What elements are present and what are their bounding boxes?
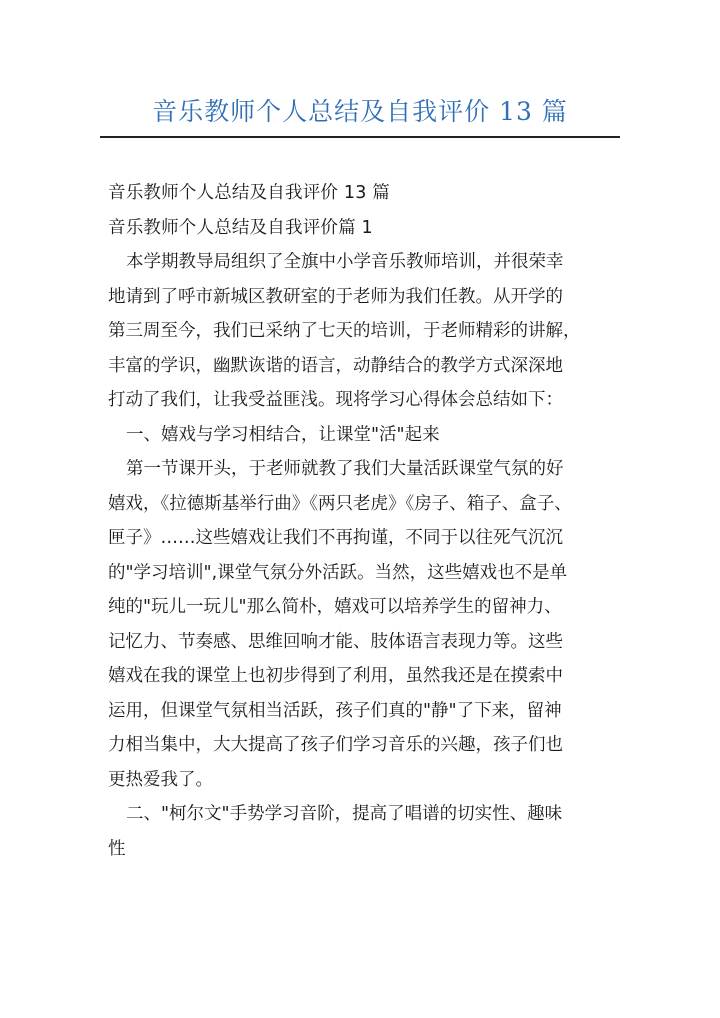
paragraph-line: 的"学习培训",课堂气氛分外活跃。当然，这些嬉戏也不是单 (108, 562, 568, 583)
paragraph-line: 更热爱我了。 (108, 769, 213, 790)
paragraph-line: 力相当集中，大大提高了孩子们学习音乐的兴趣，孩子们也 (108, 735, 563, 755)
section-heading: 一、嬉戏与学习相结合，让课堂"活"起来 (126, 424, 440, 445)
paragraph-line: 嬉戏，《拉德斯基举行曲》《两只老虎》《房子、箱子、盒子、 (108, 493, 572, 514)
paragraph-line: 本学期教导局组织了全旗中小学音乐教师培训，并很荣幸 (126, 252, 564, 272)
paragraph-line: 记忆力、节奏感、思维回响才能、肢体语言表现力等。这些 (108, 631, 563, 652)
paragraph-line: 运用，但课堂气氛相当活跃，孩子们真的"静"了下来，留神 (108, 700, 562, 721)
paragraph-line: 匣子》……这些嬉戏让我们不再拘谨，不同于以往死气沉沉 (108, 528, 563, 548)
paragraph-line: 打动了我们，让我受益匪浅。现将学习心得体会总结如下： (108, 390, 563, 410)
paragraph-line: 第一节课开头，于老师就教了我们大量活跃课堂气氛的好 (126, 459, 564, 479)
article-heading: 音乐教师个人总结及自我评价篇 1 (108, 217, 373, 238)
section-heading: 二、"柯尔文"手势学习音阶，提高了唱谱的切实性、趣味 (126, 804, 563, 824)
paragraph-line: 地请到了呼市新城区教研室的于老师为我们任教。从开学的 (108, 286, 563, 307)
paragraph-line: 第三周至今，我们已采纳了七天的培训，于老师精彩的讲解， (108, 321, 581, 341)
title-underline (100, 136, 620, 138)
paragraph-line: 纯的"玩儿一玩儿"那么简朴，嬉戏可以培养学生的留神力、 (108, 597, 562, 617)
paragraph-line: 丰富的学识，幽默诙谐的语言，动静结合的教学方式深深地 (108, 355, 563, 376)
subtitle: 音乐教师个人总结及自我评价 13 篇 (108, 183, 390, 203)
document-body (108, 176, 614, 866)
document-title: 音乐教师个人总结及自我评价 13 篇 (152, 97, 568, 126)
paragraph-line: 嬉戏在我的课堂上也初步得到了利用，虽然我还是在摸索中 (108, 666, 563, 686)
paragraph-line: 性 (108, 838, 126, 859)
